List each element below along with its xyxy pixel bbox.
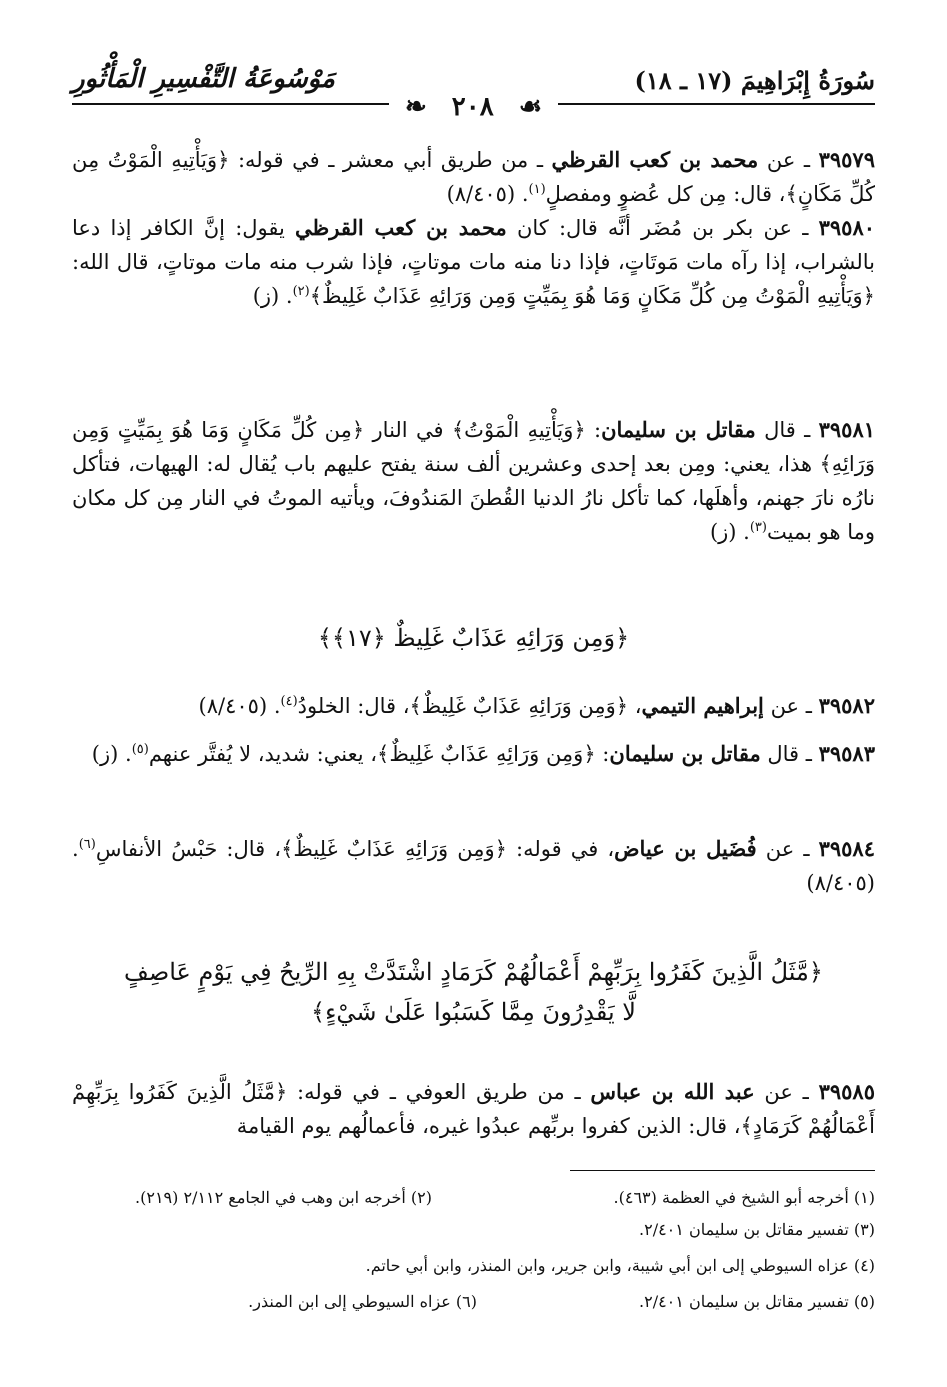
narration-number: ٣٩٥٨١ bbox=[818, 417, 876, 442]
narration-39581 bbox=[72, 413, 875, 549]
narrator-name: محمد بن كعب القرظي bbox=[551, 147, 759, 172]
footnote-ref: (٣) bbox=[749, 520, 767, 535]
verse-heading-18 bbox=[72, 952, 875, 1032]
quran-quote: ﴿وَمِن وَرَائِهِ عَذَابٌ غَلِيظٌ﴾ bbox=[377, 742, 596, 766]
footnote-2: (٢) أخرجه ابن وهب في الجامع ٢/١١٢ (٢١٩). bbox=[135, 1188, 432, 1207]
text: ، bbox=[628, 694, 642, 718]
footnote-ref: (١) bbox=[528, 182, 546, 197]
text: ـ عن بكر بن مُضَر أنَّه قال: كان bbox=[506, 216, 819, 240]
text: ـ من طريق العوفي ـ في قوله: bbox=[287, 1080, 591, 1104]
text: هذا، يعني: ومِن بعد إحدى وعشرين ألف سنة يفتح عليهم باب يُقال له: الهيهات، فتأكل نارُه نارَ جهنم، وأهلَها، كما تأكل نارُ الدنيا القُطنَ المَندُوفَ، ويأتيه الموتُ في النار مِن كل مكان وما هو بميت bbox=[72, 452, 875, 544]
surah-title: سُورَةُ إِبْرَاهِيمَ (١٧ ـ ١٨) bbox=[634, 66, 875, 95]
narrator-name: مقاتل بن سليمان bbox=[609, 741, 761, 766]
narration-number: ٣٩٥٨٠ bbox=[818, 215, 876, 240]
quran-quote: ﴿وَيَأْتِيهِ الْمَوْتُ مِن كُلِّ مَكَانٍ وَمَا هُوَ بِمَيِّتٍ وَمِن وَرَائِهِ عَذَابٌ غَلِيظٌ﴾ bbox=[309, 284, 875, 308]
ornament-left-icon: ☙ bbox=[502, 92, 550, 122]
quran-quote: ﴿وَيَأْتِيهِ الْمَوْتُ﴾ bbox=[451, 418, 586, 442]
text: . (٨/٤٠٥) bbox=[198, 694, 281, 718]
verse-line: ﴿مَّثَلُ الَّذِينَ كَفَرُوا بِرَبِّهِمْ أَعْمَالُهُمْ كَرَمَادٍ اشْتَدَّتْ بِهِ الرِّيحُ فِي يَوْمٍ عَاصِفٍ bbox=[124, 958, 823, 986]
narration-number: ٣٩٥٨٥ bbox=[818, 1079, 875, 1104]
quran-quote: ﴿وَيَأْتِيهِ الْمَوْتُ مِن كُلِّ مَكَانٍ﴾ bbox=[72, 148, 875, 206]
text: ـ من طريق أبي معشر ـ في قوله: bbox=[229, 148, 552, 172]
quran-quote: ﴿مَّثَلُ الَّذِينَ كَفَرُوا بِرَبِّهِمْ أَعْمَالُهُمْ كَرَمَادٍ﴾ bbox=[72, 1080, 875, 1138]
narrator-name: إبراهيم التيمي bbox=[641, 693, 764, 718]
footnote-1: (١) أخرجه أبو الشيخ في العظمة (٤٦٣). bbox=[613, 1188, 875, 1207]
text: ـ قال bbox=[760, 742, 819, 766]
text: . (ز) bbox=[91, 742, 132, 766]
text: ، قال: الذين كفروا بربِّهم عبدُوا غيره، فأعمالُهم يوم القيامة bbox=[236, 1114, 741, 1138]
footnote-ref: (٥) bbox=[131, 742, 149, 757]
text: : bbox=[595, 742, 610, 766]
narration-39583 bbox=[72, 737, 875, 771]
text: في النار bbox=[364, 418, 452, 442]
narration-39580 bbox=[72, 211, 875, 313]
text: ـ قال bbox=[755, 418, 819, 442]
narration-39585 bbox=[72, 1075, 875, 1143]
footnote-ref: (٢) bbox=[292, 284, 310, 299]
narration-39584 bbox=[72, 832, 875, 900]
verse-heading-17: ﴿وَمِن وَرَائِهِ عَذَابٌ غَلِيظٌ ﴿١٧﴾﴾ bbox=[317, 624, 630, 652]
text: . (٨/٤٠٥) bbox=[72, 837, 875, 895]
text: ـ عن bbox=[754, 1080, 819, 1104]
quran-quote: ﴿وَمِن وَرَائِهِ عَذَابٌ غَلِيظٌ﴾ bbox=[409, 694, 629, 718]
page-number-text: ٢٠٨ bbox=[444, 92, 502, 122]
narrator-name: عبد الله بن عباس bbox=[590, 1079, 755, 1104]
footnote-6: (٦) عزاه السيوطي إلى ابن المنذر. bbox=[248, 1292, 477, 1311]
book-title: مَوْسُوعَةُ التَّفْسِيرِ الْمَأْثُورِ bbox=[72, 64, 335, 94]
text: ، يعني: شديد، لا يُفتَّر عنهم bbox=[148, 742, 378, 766]
verse-line: لَّا يَقْدِرُونَ مِمَّا كَسَبُوا عَلَىٰ شَيْءٍ﴾ bbox=[311, 998, 636, 1026]
narrator-name: فُضَيل بن عياض bbox=[614, 836, 757, 861]
narration-number: ٣٩٥٨٤ bbox=[818, 836, 875, 861]
narrator-name: مقاتل بن سليمان bbox=[601, 417, 756, 442]
text: ، قال: الخلودُ bbox=[297, 694, 410, 718]
narration-number: ٣٩٥٧٩ bbox=[818, 147, 875, 172]
text: ، قال: مِن كل عُضوٍ ومفصلٍ bbox=[545, 182, 786, 206]
footnote-ref: (٦) bbox=[78, 837, 96, 852]
narration-39579 bbox=[72, 143, 875, 211]
text: . (٨/٤٠٥) bbox=[446, 182, 529, 206]
footnote-4: (٤) عزاه السيوطي إلى ابن أبي شيبة، وابن جرير، وابن المنذر، وابن أبي حاتم. bbox=[365, 1256, 875, 1275]
text: ـ عن bbox=[763, 694, 819, 718]
narration-number: ٣٩٥٨٢ bbox=[818, 693, 875, 718]
quran-quote: ﴿مِن كُلِّ مَكَانٍ وَمَا هُوَ بِمَيِّتٍ وَمِن وَرَائِهِ﴾ bbox=[72, 418, 875, 476]
footnote-5: (٥) تفسير مقاتل بن سليمان ٢/٤٠١. bbox=[639, 1292, 875, 1311]
text: . (ز) bbox=[252, 284, 293, 308]
footnote-rule bbox=[570, 1170, 875, 1171]
text: ، قال: حَبْسُ الأنفاسِ bbox=[95, 837, 282, 861]
footnote-3: (٣) تفسير مقاتل بن سليمان ٢/٤٠١. bbox=[639, 1220, 875, 1239]
text: . (ز) bbox=[709, 520, 750, 544]
text: : bbox=[585, 418, 602, 442]
narration-number: ٣٩٥٨٣ bbox=[818, 741, 875, 766]
text: ، في قوله: bbox=[506, 837, 615, 861]
footnote-ref: (٤) bbox=[280, 694, 298, 709]
page-number bbox=[0, 92, 947, 122]
quran-quote: ﴿وَمِن وَرَائِهِ عَذَابٌ غَلِيظٌ﴾ bbox=[281, 837, 507, 861]
ornament-right-icon: ❧ bbox=[397, 92, 444, 122]
text: يقول: إنَّ الكافر إذا دعا بالشراب، إذا رآه مات مَوتَاتٍ، فإذا دنا منه مات موتاتٍ، فإذا شرب منه مات موتاتٍ، قال الله: bbox=[72, 216, 875, 274]
text: ـ عن bbox=[756, 837, 819, 861]
text: ـ عن bbox=[758, 148, 819, 172]
narration-39582 bbox=[72, 689, 875, 723]
narrator-name: محمد بن كعب القرظي bbox=[295, 215, 507, 240]
